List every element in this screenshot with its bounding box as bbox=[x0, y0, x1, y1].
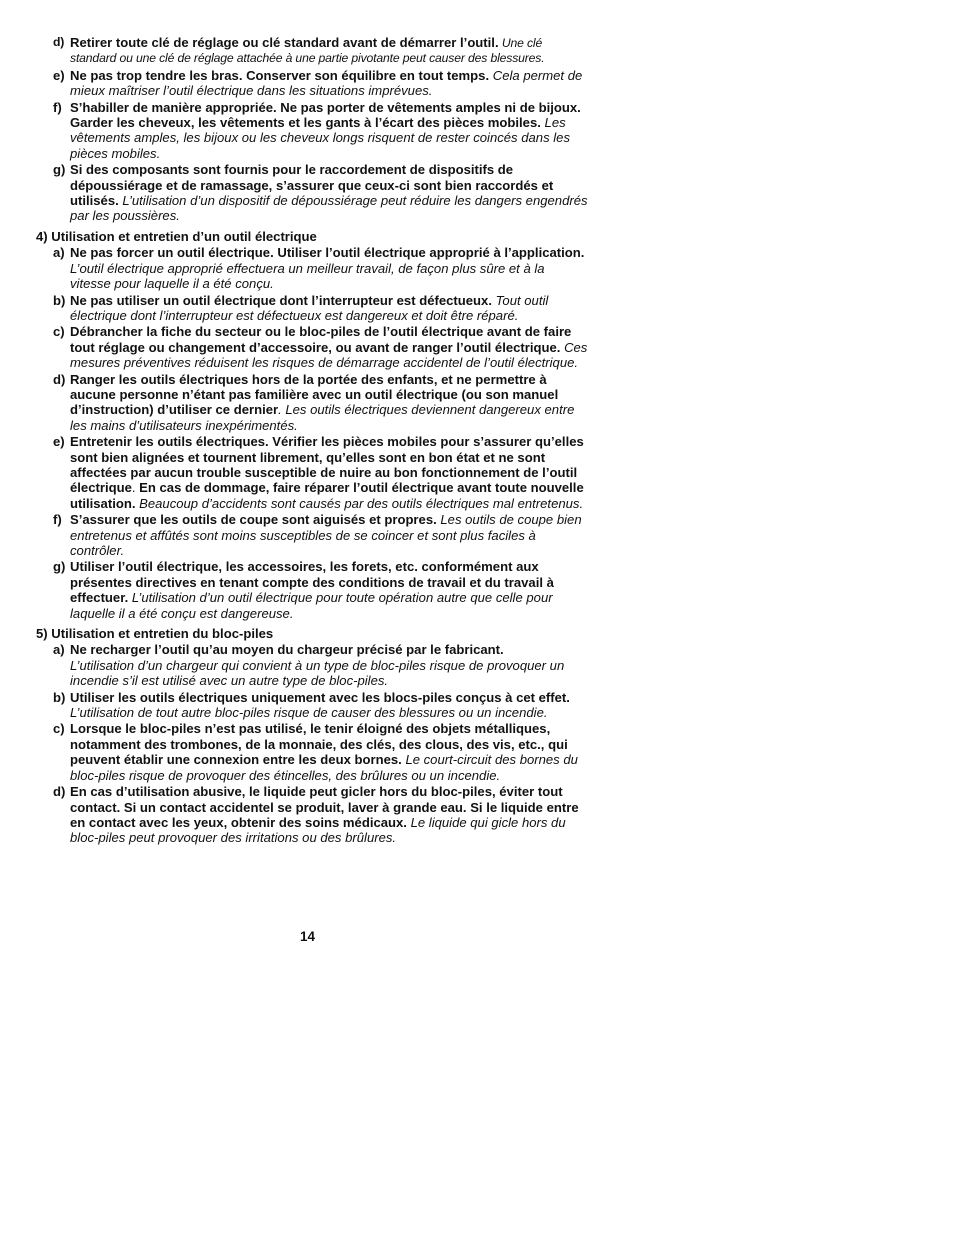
instruction-item bbox=[36, 721, 588, 783]
instruction-item bbox=[36, 512, 588, 558]
instruction-item bbox=[36, 293, 588, 324]
instruction-item bbox=[36, 434, 588, 511]
explanation-text: Ces mesures préventives réduisent les risques de démarrage accidentel de l’outil électrique. bbox=[70, 339, 588, 371]
explanation-text: L’utilisation d’un dispositif de dépoussiérage peut réduire les dangers engendrés par les poussières. bbox=[70, 193, 588, 224]
item-label: f) bbox=[53, 512, 62, 528]
page-number: 14 bbox=[300, 929, 316, 944]
explanation-text: L’utilisation de tout autre bloc-piles risque de causer des blessures ou un incendie. bbox=[70, 705, 548, 721]
item-label: g) bbox=[53, 559, 66, 575]
instruction-item bbox=[36, 35, 588, 67]
instruction-item bbox=[36, 372, 588, 434]
item-label: f) bbox=[53, 99, 62, 115]
instruction-item bbox=[36, 162, 588, 224]
explanation-text: L’outil électrique approprié effectuera un meilleur travail, de façon plus sûre et à la vitesse pour laquelle il a été conçu. bbox=[70, 260, 545, 292]
instruction-item bbox=[36, 324, 588, 370]
item-label: g) bbox=[53, 162, 66, 178]
explanation-text: Tout outil électrique dont l’interrupteur est défectueux est dangereux et doit être réparé. bbox=[70, 292, 549, 323]
instruction-item bbox=[36, 642, 588, 688]
item-label: b) bbox=[53, 292, 66, 308]
item-label: b) bbox=[53, 689, 66, 705]
section-heading: 4) Utilisation et entretien d’un outil électrique bbox=[36, 228, 317, 244]
instruction-item bbox=[36, 100, 588, 162]
item-label: a) bbox=[53, 245, 65, 261]
instruction-text: Si des composants sont fournis pour le raccordement de dispositifs de dépoussiérage et de ramassage, s’assurer que ceux-ci sont bien raccordés et utilisés. bbox=[70, 162, 554, 209]
instruction-text: Ne pas utiliser un outil électrique dont l’interrupteur est défectueux. bbox=[70, 292, 492, 308]
item-label: d) bbox=[53, 371, 66, 387]
instruction-text: S’assurer que les outils de coupe sont aiguisés et propres. bbox=[70, 512, 437, 528]
instruction-text: Utiliser les outils électriques uniquement avec les blocs-piles conçus à cet effet. bbox=[70, 689, 570, 705]
instruction-text: Utiliser l’outil électrique, les accessoires, les forets, etc. conformément aux présentes directives en tenant compte des conditions de travail et du travail à effectuer. bbox=[70, 559, 554, 606]
item-label: d) bbox=[53, 35, 65, 49]
explanation-text: Une clé standard ou une clé de réglage attachée à une partie pivotante peut causer des blessures. bbox=[70, 36, 545, 66]
instruction-text: Retirer toute clé de réglage ou clé standard avant de démarrer l’outil. bbox=[70, 35, 499, 50]
instruction-text: Ne recharger l’outil qu’au moyen du chargeur précisé par le fabricant. bbox=[70, 642, 504, 658]
instruction-text: S’habiller de manière appropriée. Ne pas porter de vêtements amples ni de bijoux. Garder les cheveux, les vêtements et les gants à l’écart des pièces mobiles. bbox=[70, 99, 581, 131]
item-label: d) bbox=[53, 784, 66, 800]
instruction-text: Ranger les outils électriques hors de la portée des enfants, et ne permettre à aucune personne n’étant pas familière avec un outil électrique (ou son manuel d’instruction) d’utiliser ce dernier bbox=[70, 371, 559, 418]
instruction-text: Entretenir les outils électriques. Vérifier les pièces mobiles pour s’assurer qu’elles sont bien alignées et tournent librement, qu’elles sont en bon état et ne sont affectées par aucun trouble susceptible de nuire au bon fonctionnement de l’outil électrique bbox=[70, 434, 584, 496]
explanation-text: L’utilisation d’un chargeur qui convient à un type de bloc-piles risque de provoquer un incendie s’il est utilisé avec un autre type de bloc-piles. bbox=[70, 657, 565, 689]
instruction-text: Ne pas forcer un outil électrique. Utiliser l’outil électrique approprié à l’application. bbox=[70, 245, 585, 261]
instruction-text-continued: En cas de dommage, faire réparer l’outil électrique avant toute nouvelle utilisation. bbox=[70, 480, 584, 511]
explanation-text: Le liquide qui gicle hors du bloc-piles peut provoquer des irritations ou des brûlures. bbox=[70, 814, 566, 846]
explanation-text: Cela permet de mieux maîtriser l’outil électrique dans les situations imprévues. bbox=[70, 67, 583, 99]
explanation-text: Le court-circuit des bornes du bloc-piles risque de provoquer des étincelles, des brûlures ou un incendie. bbox=[70, 752, 578, 783]
item-label: e) bbox=[53, 67, 65, 83]
explanation-text: . Les outils électriques deviennent dangereux entre les mains d’utilisateurs inexpérimentés. bbox=[70, 402, 575, 433]
explanation-text: Les vêtements amples, les bijoux ou les cheveux longs risquent de rester coincés dans les pièces mobiles. bbox=[70, 115, 571, 161]
instruction-text: Lorsque le bloc-piles n’est pas utilisé, le tenir éloigné des objets métalliques, notamment des trombones, de la monnaie, des clés, des clous, des vis, etc., qui peuvent établir une connexion entre les deux bornes. bbox=[70, 721, 568, 768]
item-label: e) bbox=[53, 434, 65, 450]
explanation-text: Les outils de coupe bien entretenus et affûtés sont moins susceptibles de se coincer et sont plus faciles à contrôler. bbox=[70, 512, 582, 558]
item-label: c) bbox=[53, 324, 65, 340]
item-label: a) bbox=[53, 642, 65, 658]
explanation-text: Beaucoup d’accidents sont causés par des outils électriques mal entretenus. bbox=[139, 495, 584, 511]
section-heading: 5) Utilisation et entretien du bloc-piles bbox=[36, 626, 274, 642]
instruction-item bbox=[36, 784, 588, 846]
instruction-text: En cas d’utilisation abusive, le liquide peut gicler hors du bloc-piles, éviter tout contact. Si un contact accidentel se produit, laver à grande eau. Si le liquide entre en contact avec les yeux, obtenir des soins médicaux. bbox=[70, 784, 579, 830]
instruction-text: Ne pas trop tendre les bras. Conserver son équilibre en tout temps. bbox=[70, 67, 490, 83]
safety-instructions-column bbox=[36, 35, 588, 847]
item-label: c) bbox=[53, 721, 65, 737]
instruction-item bbox=[36, 68, 588, 99]
instruction-punctuation: . bbox=[131, 480, 136, 496]
instruction-item bbox=[36, 245, 588, 291]
instruction-item bbox=[36, 690, 588, 721]
instruction-item bbox=[36, 559, 588, 621]
instruction-text: Débrancher la fiche du secteur ou le bloc-piles de l’outil électrique avant de faire tout réglage ou changement d’accessoire, ou avant de ranger l’outil électrique. bbox=[70, 324, 572, 355]
explanation-text: L’utilisation d’un outil électrique pour toute opération autre que celle pour laquelle il a été conçu est dangereuse. bbox=[70, 590, 553, 621]
